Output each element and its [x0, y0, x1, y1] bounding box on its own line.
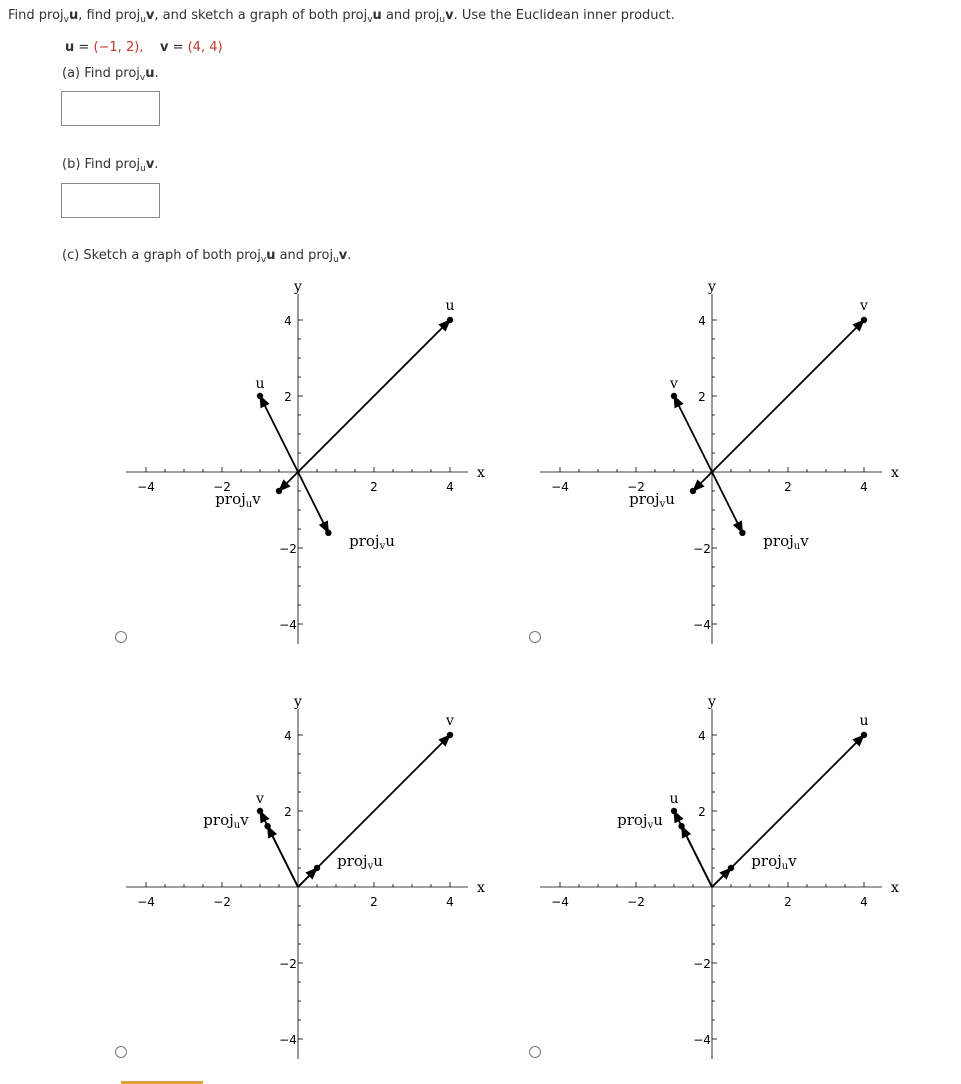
y-axis-label: y [708, 694, 716, 710]
y-tick-label: −4 [279, 618, 297, 632]
short-vector-label: v [256, 791, 264, 807]
x-tick-label: 4 [446, 480, 454, 494]
projection-2-line [682, 826, 712, 887]
y-tick-label: 2 [698, 805, 706, 819]
x-axis-label: x [891, 465, 899, 481]
projection-1-endpoint [728, 865, 734, 871]
x-axis-label: x [477, 465, 485, 481]
x-tick-label: 4 [860, 480, 868, 494]
y-tick-label: −2 [693, 957, 711, 971]
y-tick-label: 2 [284, 390, 292, 404]
x-tick-label: 2 [370, 480, 378, 494]
x-tick-label: 2 [784, 895, 792, 909]
projection-label-1: proj$_u$v [215, 490, 261, 510]
x-axis-label: x [891, 880, 899, 896]
y-axis-label: y [294, 694, 302, 710]
x-tick-label: 2 [784, 480, 792, 494]
x-tick-label: 2 [370, 895, 378, 909]
x-tick-label: 4 [860, 895, 868, 909]
x-tick-label: 4 [446, 895, 454, 909]
x-tick-label: −4 [137, 895, 155, 909]
vector-short-endpoint [671, 808, 677, 814]
projection-label-2: proj$_u$v [751, 852, 797, 872]
y-axis-label: y [294, 279, 302, 295]
short-vector-label: u [255, 376, 265, 392]
y-tick-label: 4 [284, 729, 292, 743]
x-tick-label: −4 [137, 480, 155, 494]
short-vector-label: u [669, 791, 679, 807]
x-axis-label: x [477, 880, 485, 896]
x-tick-label: −2 [627, 480, 645, 494]
projection-label-2: proj$_v$u [349, 532, 395, 552]
y-tick-label: 4 [284, 314, 292, 328]
projection-2-endpoint [678, 823, 684, 829]
long-vector-label: u [445, 298, 455, 314]
x-tick-label: −4 [551, 895, 569, 909]
long-vector-label: v [446, 713, 454, 729]
part-a-label: (a) Find proj$_v$u. [62, 66, 159, 83]
y-tick-label: −4 [279, 1033, 297, 1047]
x-tick-label: −2 [213, 895, 231, 909]
x-tick-label: −2 [627, 895, 645, 909]
y-tick-label: 4 [698, 314, 706, 328]
projection-label-2: proj$_v$u [337, 852, 383, 872]
y-tick-label: −4 [693, 1033, 711, 1047]
y-tick-label: 2 [698, 390, 706, 404]
projection-label-1: proj$_v$u [629, 490, 675, 510]
part-b-label: (b) Find proj$_u$v. [62, 157, 159, 174]
x-tick-label: −2 [213, 480, 231, 494]
question-text: Find proj$_v$u, find proj$_u$v, and sketch a graph of both proj$_v$u and proj$_u$v. Use the Euclidean inner product. [8, 8, 675, 25]
y-tick-label: −2 [279, 957, 297, 971]
y-tick-label: −2 [693, 542, 711, 556]
vector-long-endpoint [861, 732, 867, 738]
part-c-label: (c) Sketch a graph of both proj$_v$u and proj$_u$v. [62, 248, 352, 265]
long-vector-label: u [859, 713, 869, 729]
projection-label-1: proj$_u$v [203, 811, 249, 831]
y-tick-label: −2 [279, 542, 297, 556]
y-axis-label: y [708, 279, 716, 295]
projection-label-2: proj$_u$v [763, 532, 809, 552]
vector-definitions: u = (−1, 2), v = (4, 4) [65, 40, 223, 55]
y-tick-label: −4 [693, 618, 711, 632]
y-tick-label: 2 [284, 805, 292, 819]
y-tick-label: 4 [698, 729, 706, 743]
long-vector-label: v [860, 298, 868, 314]
projection-1-line [712, 868, 731, 887]
short-vector-label: v [670, 376, 678, 392]
x-tick-label: −4 [551, 480, 569, 494]
projection-label-1: proj$_v$u [617, 811, 663, 831]
